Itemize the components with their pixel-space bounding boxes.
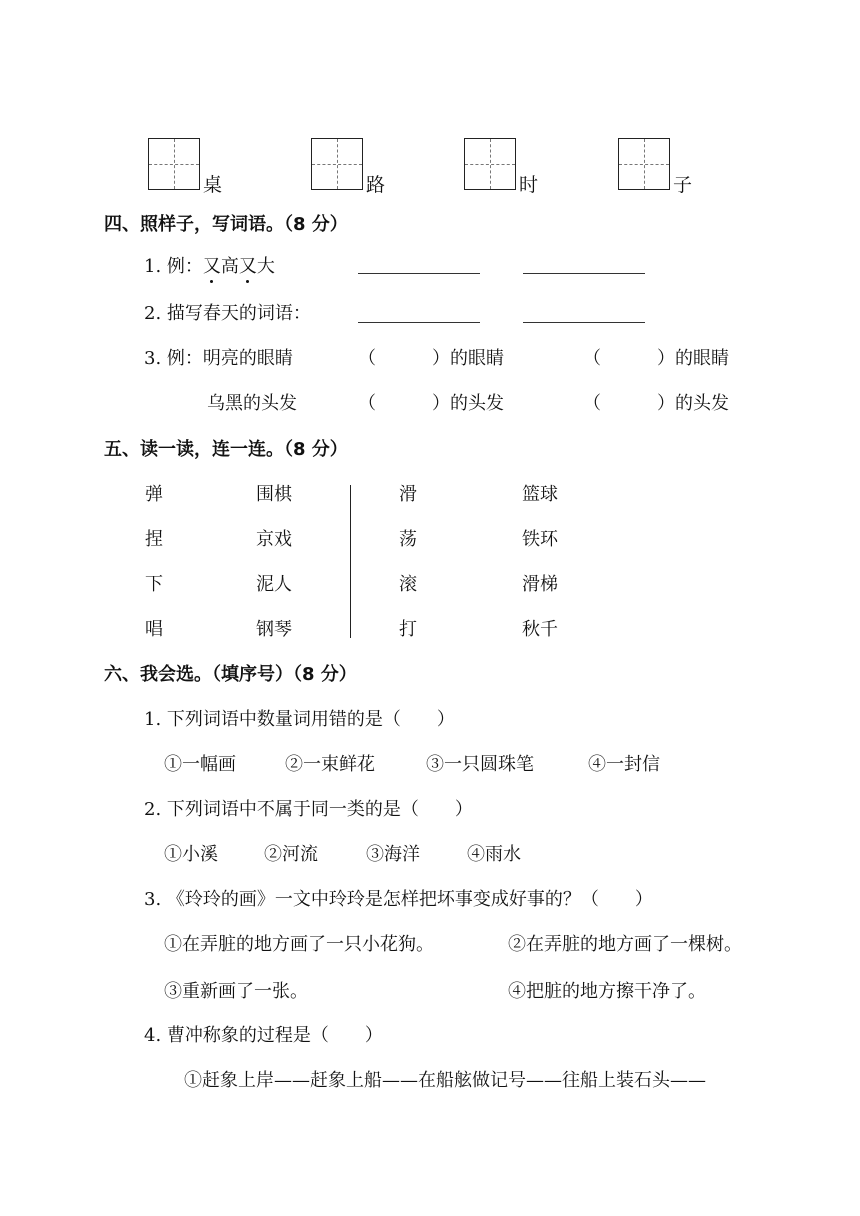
section-4-title: 四、照样子，写词语。（8 分）: [104, 214, 348, 235]
char-box[interactable]: [618, 138, 670, 190]
q4-1-prefix: 1. 例：: [144, 256, 203, 277]
option[interactable]: ③重新画了一张。: [164, 981, 308, 1002]
match-item-noun[interactable]: 泥人: [256, 574, 292, 595]
match-item-verb[interactable]: 唱: [145, 619, 163, 640]
match-item-verb[interactable]: 弹: [145, 484, 163, 505]
match-item-noun[interactable]: 滑梯: [522, 574, 558, 595]
q6-1-prompt: 1. 下列词语中数量词用错的是（ ）: [144, 709, 455, 730]
emphasis-char: 又: [238, 256, 257, 277]
match-item-verb[interactable]: 滚: [399, 574, 417, 595]
option[interactable]: ④把脏的地方擦干净了。: [508, 981, 706, 1002]
q6-3-prompt: 3. 《玲玲的画》一文中玲玲是怎样把坏事变成好事的？（ ）: [144, 889, 653, 910]
match-item-verb[interactable]: 打: [399, 619, 417, 640]
char-label: 桌: [203, 174, 223, 196]
char-label: 子: [673, 174, 693, 196]
answer-blank[interactable]: [358, 322, 480, 323]
q4-3-line2: 乌黑的头发: [207, 393, 297, 414]
option[interactable]: ①在弄脏的地方画了一只小花狗。: [164, 934, 434, 955]
example-char: 高: [220, 256, 239, 277]
match-item-verb[interactable]: 下: [145, 574, 163, 595]
section-5-title: 五、读一读，连一连。（8 分）: [104, 439, 348, 460]
q6-4-prompt: 4. 曹冲称象的过程是（ ）: [144, 1025, 383, 1046]
match-item-verb[interactable]: 荡: [399, 529, 417, 550]
section-6-title: 六、我会选。（填序号）（8 分）: [104, 664, 357, 685]
open-paren: （: [358, 348, 376, 369]
match-item-noun[interactable]: 钢琴: [256, 619, 292, 640]
match-item-noun[interactable]: 秋千: [522, 619, 558, 640]
paren-suffix: ）的眼睛: [432, 348, 504, 369]
option[interactable]: ①小溪: [164, 844, 218, 865]
open-paren: （: [583, 393, 601, 414]
example-char: 大: [256, 256, 275, 277]
q6-2-prompt: 2. 下列词语中不属于同一类的是（ ）: [144, 799, 473, 820]
option[interactable]: ②在弄脏的地方画了一棵树。: [508, 934, 742, 955]
option[interactable]: ③海洋: [366, 844, 420, 865]
option[interactable]: ①赶象上岸——赶象上船——在船舷做记号——往船上装石头——: [184, 1070, 706, 1091]
match-item-noun[interactable]: 篮球: [522, 484, 558, 505]
option[interactable]: ①一幅画: [164, 754, 236, 775]
open-paren: （: [358, 393, 376, 414]
paren-suffix: ）的头发: [432, 393, 504, 414]
option[interactable]: ②河流: [264, 844, 318, 865]
option[interactable]: ④一封信: [588, 754, 660, 775]
q4-3-example: 3. 例：明亮的眼睛: [144, 348, 293, 369]
q4-2-prompt: 2. 描写春天的词语：: [144, 303, 311, 324]
match-item-verb[interactable]: 滑: [399, 484, 417, 505]
column-divider: [350, 485, 351, 638]
answer-blank[interactable]: [358, 273, 480, 274]
option[interactable]: ③一只圆珠笔: [426, 754, 534, 775]
char-label: 时: [519, 174, 539, 196]
match-item-verb[interactable]: 捏: [145, 529, 163, 550]
emphasis-char: 又: [202, 256, 221, 277]
char-box[interactable]: [464, 138, 516, 190]
char-label: 路: [366, 174, 386, 196]
paren-suffix: ）的头发: [657, 393, 729, 414]
open-paren: （: [583, 348, 601, 369]
q4-1-example: [144, 258, 275, 276]
match-item-noun[interactable]: 铁环: [522, 529, 558, 550]
match-item-noun[interactable]: 围棋: [256, 484, 292, 505]
option[interactable]: ②一束鲜花: [285, 754, 375, 775]
char-box[interactable]: [311, 138, 363, 190]
option[interactable]: ④雨水: [467, 844, 521, 865]
paren-suffix: ）的眼睛: [657, 348, 729, 369]
match-item-noun[interactable]: 京戏: [256, 529, 292, 550]
answer-blank[interactable]: [523, 273, 645, 274]
char-box[interactable]: [148, 138, 200, 190]
answer-blank[interactable]: [523, 322, 645, 323]
